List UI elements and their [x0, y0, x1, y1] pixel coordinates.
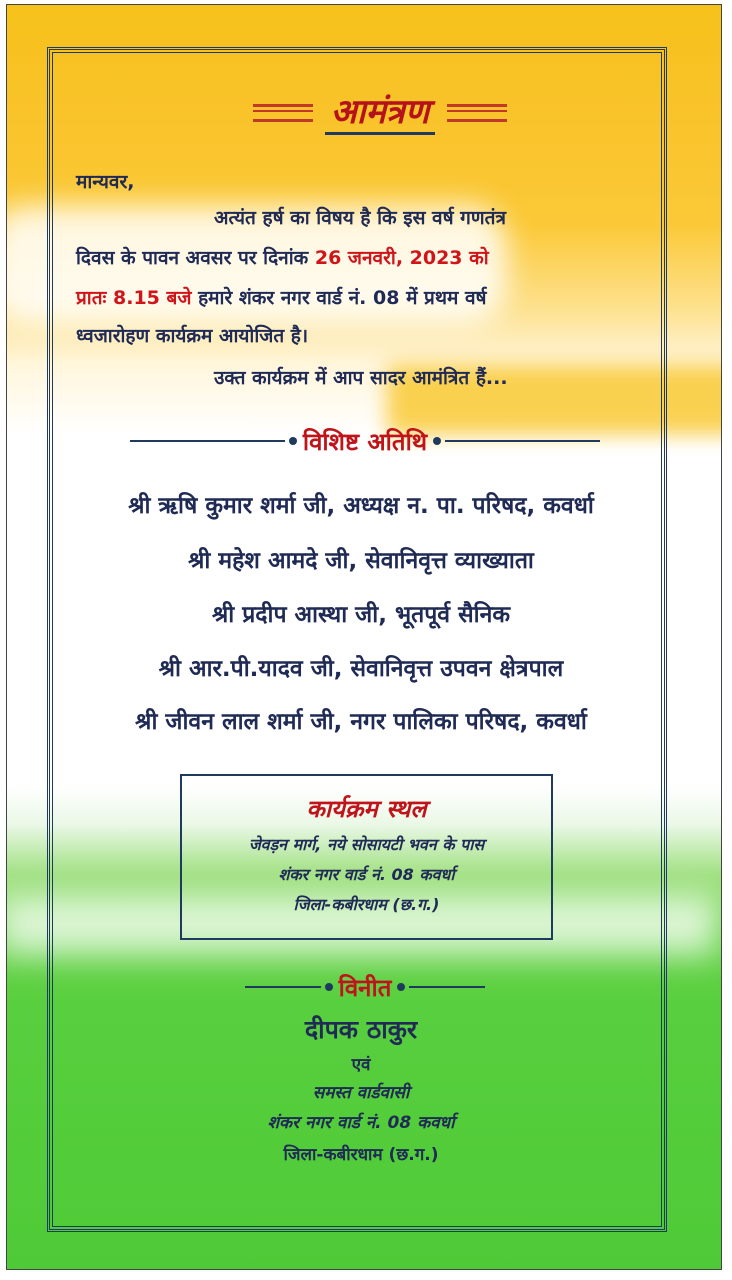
venue-line-3: जिला-कबीरधाम (छ.ग.) — [293, 895, 440, 914]
sender-name: दीपक ठाकुर — [304, 1015, 418, 1044]
intro-line-2-text: दिवस के पावन अवसर पर दिनांक — [76, 247, 315, 269]
guest-item: श्री महेश आमदे जी, सेवानिवृत्त व्याख्याता — [188, 548, 534, 574]
divider-line — [245, 986, 321, 988]
sender-group: समस्त वार्डवासी — [312, 1083, 410, 1103]
guests-heading-row — [130, 426, 600, 456]
divider-dot — [289, 437, 297, 445]
guest-item: श्री जीवन लाल शर्मा जी, नगर पालिका परिषद, कवर्धा — [135, 709, 587, 735]
intro-line-3-text: हमारे शंकर नगर वार्ड नं. 08 में प्रथम वर्ष — [191, 287, 487, 309]
divider-line — [445, 440, 600, 442]
venue-line-2: शंकर नगर वार्ड नं. 08 कवर्धा — [278, 865, 455, 884]
divider-dot — [325, 983, 333, 991]
guest-item: श्री प्रदीप आस्था जी, भूतपूर्व सैनिक — [211, 602, 511, 628]
intro-line-3 — [76, 284, 487, 310]
venue-line-1: जेवड़न मार्ग, नये सोसायटी भवन के पास — [248, 835, 485, 854]
intro-line-5: उक्त कार्यक्रम में आप सादर आमंत्रित हैं... — [214, 367, 508, 389]
guests-heading: विशिष्ट अतिथि — [302, 427, 428, 456]
venue-heading: कार्यक्रम स्थल — [306, 794, 427, 823]
sender-and: एवं — [351, 1055, 371, 1075]
event-time: प्रातः 8.15 बजे — [76, 287, 192, 309]
invitation-title: आमंत्रण — [325, 92, 435, 135]
venue-box — [180, 774, 553, 940]
title-row — [180, 88, 580, 138]
intro-line-1: अत्यंत हर्ष का विषय है कि इस वर्ष गणतंत्र — [214, 207, 506, 229]
event-date: 26 जनवरी, 2023 को — [314, 247, 489, 269]
divider-line — [130, 440, 285, 442]
salutation: मान्यवर, — [76, 171, 135, 193]
title-ornament-right — [447, 104, 507, 122]
from-heading: विनीत — [338, 973, 392, 1002]
guest-item: श्री ऋषि कुमार शर्मा जी, अध्यक्ष न. पा. परिषद, कवर्धा — [128, 493, 594, 519]
from-heading-row — [245, 972, 485, 1002]
title-ornament-left — [253, 104, 313, 122]
intro-line-2 — [76, 244, 489, 270]
sender-address-2: जिला-कबीरधाम (छ.ग.) — [283, 1145, 439, 1165]
divider-dot — [397, 983, 405, 991]
divider-dot — [433, 437, 441, 445]
intro-line-4: ध्वजारोहण कार्यक्रम आयोजित है। — [76, 325, 309, 347]
guest-item: श्री आर.पी.यादव जी, सेवानिवृत्त उपवन क्षेत्रपाल — [158, 656, 564, 682]
divider-line — [409, 986, 485, 988]
sender-address-1: शंकर नगर वार्ड नं. 08 कवर्धा — [267, 1113, 455, 1133]
